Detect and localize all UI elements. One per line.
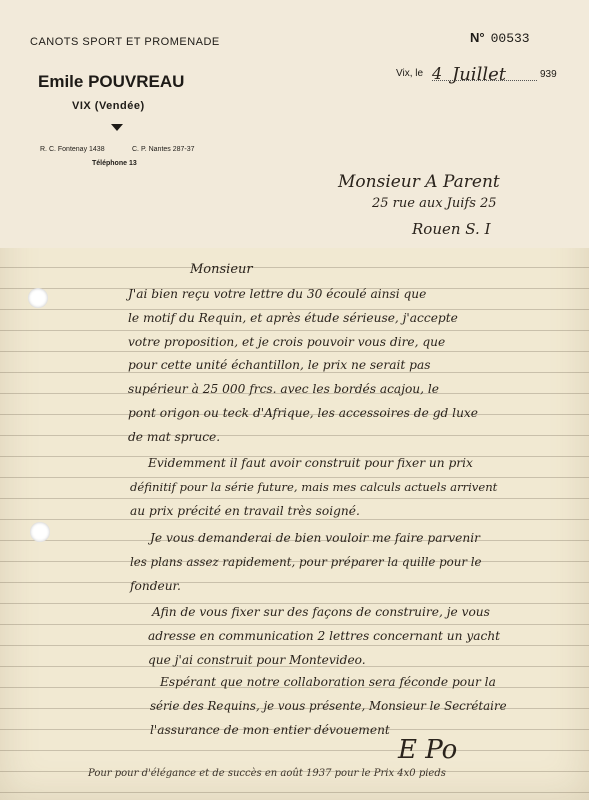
recipient-city: Rouen S. I [412, 220, 491, 238]
date-day: 4 [432, 64, 443, 83]
letter-line: pour cette unité échantillon, le prix ne serait pas [128, 358, 431, 372]
letter-line: Evidemment il faut avoir construit pour fixer un prix [148, 456, 473, 470]
date-prefix: Vix, le [396, 68, 424, 79]
footnote: Pour pour d'élégance et de succès en août 1937 pour le Prix 4x0 pieds [88, 768, 446, 779]
letter-line: de mat spruce. [128, 430, 221, 444]
company-city: VIX (Vendée) [72, 100, 145, 112]
letter-line: Afin de vous fixer sur des façons de construire, je vous [152, 605, 490, 619]
cp-number: C. P. Nantes 287-37 [132, 146, 195, 153]
letter-line: l'assurance de mon entier dévouement [150, 723, 390, 737]
document-number [470, 30, 530, 46]
triangle-ornament-icon [111, 124, 123, 131]
letter-line: définitif pour la série future, mais mes calculs actuels arrivent [130, 480, 498, 494]
company-tagline: CANOTS SPORT ET PROMENADE [30, 36, 220, 48]
telephone: Téléphone 13 [92, 160, 137, 167]
letter-line: adresse en communication 2 lettres concernant un yacht [148, 629, 501, 643]
date-month: Juillet [452, 64, 506, 85]
name-first: Emile [38, 72, 84, 91]
date-year: 939 [540, 69, 557, 80]
punch-hole-top [28, 288, 48, 308]
letter-line: les plans assez rapidement, pour préparer la quille pour le [130, 555, 482, 569]
letter-line: au prix précité en travail très soigné. [130, 504, 360, 518]
punch-hole-bottom [30, 522, 50, 542]
rc-number: R. C. Fontenay 1438 [40, 146, 105, 153]
letter-line: que j'ai construit pour Montevideo. [148, 653, 366, 667]
name-last: POUVREAU [88, 72, 185, 91]
number-value: 00533 [490, 31, 530, 46]
letter-line: pont origon ou teck d'Afrique, les accessoires de gd luxe [128, 406, 479, 420]
recipient-street: 25 rue aux Juifs 25 [372, 196, 497, 211]
signature: E Po [398, 735, 458, 765]
letter-line: J'ai bien reçu votre lettre du 30 écoulé ainsi que [128, 287, 427, 301]
letter-line: votre proposition, et je crois pouvoir vous dire, que [128, 335, 446, 349]
letter-line: Espérant que notre collaboration sera féconde pour la [160, 675, 496, 689]
letter-line: fondeur. [130, 579, 181, 593]
letter-line: le motif du Requin, et après étude sérieuse, j'accepte [128, 311, 458, 325]
letter-line: Je vous demanderai de bien vouloir me faire parvenir [150, 531, 480, 545]
company-name [38, 72, 184, 92]
number-label: N° [470, 30, 485, 45]
salutation: Monsieur [190, 262, 253, 277]
letter-line: supérieur à 25 000 frcs. avec les bordés acajou, le [128, 382, 440, 396]
letter-line: série des Requins, je vous présente, Monsieur le Secrétaire [150, 699, 507, 713]
recipient-name: Monsieur A Parent [338, 172, 500, 192]
